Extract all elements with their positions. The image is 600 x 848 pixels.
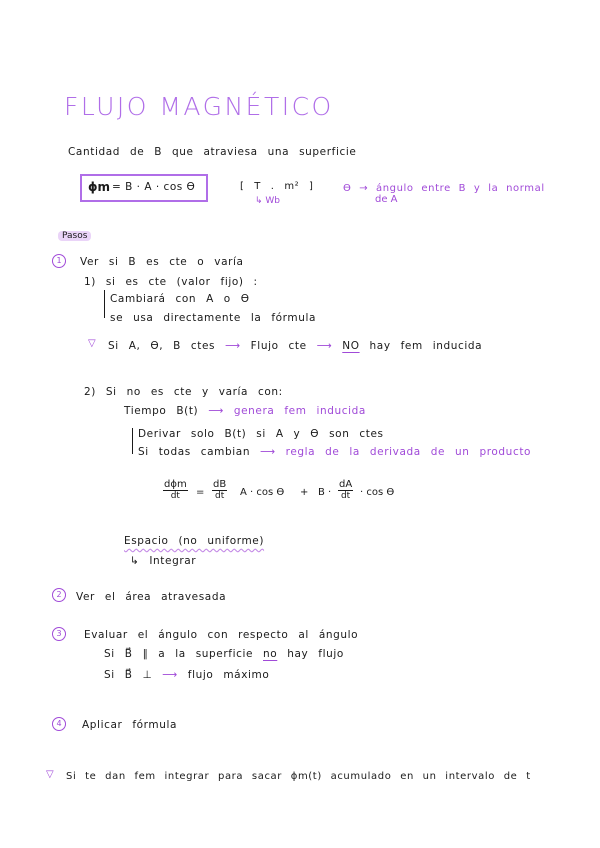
step-3-text: Evaluar el ángulo con respecto al ángulo <box>84 629 359 641</box>
arrow-icon: ⟶ <box>208 405 224 417</box>
step-2-number: 2 <box>52 588 66 602</box>
warning-line <box>108 340 482 352</box>
step-1-sub1-a: Cambiará con A o ϴ <box>110 293 250 305</box>
theta-note-cont: de A <box>375 194 398 205</box>
todas-label: Si todas cambian <box>138 446 251 458</box>
eq-term2-frac: $\frac{dA}{dt}$ <box>339 479 353 501</box>
todas-line <box>138 446 531 458</box>
arrow-icon: ⟶ <box>316 340 333 352</box>
eq-equals: = <box>196 487 205 498</box>
step-1-number: 1 <box>52 254 66 268</box>
step-1-text: Ver si B es cte o varía <box>80 256 244 268</box>
bracket-line <box>132 428 134 454</box>
step-1-sub2: 2) Si no es cte y varía con: <box>84 386 283 398</box>
eq-term1-rest: A · cos ϴ <box>240 487 285 498</box>
step-4-text: Aplicar fórmula <box>82 719 178 731</box>
espacio-label: Espacio (no uniforme) <box>124 535 265 547</box>
eq-term2-pre: B · <box>318 487 332 498</box>
bracket-line <box>104 290 106 318</box>
warning-part-b: Flujo cte <box>250 340 307 352</box>
arrow-icon: ⟶ <box>260 446 276 458</box>
step-3-number: 3 <box>52 627 66 641</box>
formula-units: [ T . m² ] <box>240 181 314 192</box>
no-flux-text: hay flujo <box>287 648 344 660</box>
pasos-label: Pasos <box>58 231 91 241</box>
formula-rhs: = B · A · cos ϴ <box>112 181 196 193</box>
derivar-line: Derivar solo B(t) si A y ϴ son ctes <box>138 428 384 440</box>
max-flux-text: flujo máximo <box>187 669 270 681</box>
arrow-icon: ⟶ <box>162 669 178 681</box>
intro-text: Cantidad de B que atraviesa una superficie <box>68 146 357 158</box>
step-1-sub1-b: se usa directamente la fórmula <box>110 312 317 324</box>
step-4-number: 4 <box>52 717 66 731</box>
parallel-text: Si B⃗ ∥ a la superficie <box>104 648 254 660</box>
step-2-text: Ver el área atravesada <box>76 591 227 603</box>
eq-plus: + <box>300 487 309 498</box>
warning-part-c: hay fem inducida <box>369 340 483 352</box>
eq-lhs: dϕm dt <box>164 479 187 501</box>
warning-triangle-icon: ▽ <box>88 338 96 349</box>
arrow-icon: ⟶ <box>225 340 241 352</box>
footer-note: Si te dan fem integrar para sacar ϕm(t) acumulado en un intervalo de t <box>66 771 531 782</box>
flux-symbol: ϕm <box>88 180 111 194</box>
step-1-sub1: 1) si es cte (valor fijo) : <box>84 276 258 288</box>
eq-term1-frac: $\frac{dB}{dt}$ <box>213 479 227 501</box>
weber-unit: ↳ Wb <box>255 196 281 206</box>
integrar-label: ↳ Integrar <box>130 555 197 567</box>
step-3-line3 <box>104 669 269 681</box>
no-text: no <box>263 648 278 660</box>
formula-box <box>80 174 208 202</box>
warning-triangle-icon: ▽ <box>46 769 54 780</box>
eq-term2-rest: · cos ϴ <box>360 487 395 498</box>
tiempo-note: genera fem inducida <box>233 405 366 417</box>
perpendicular-text: Si B⃗ ⊥ <box>104 669 153 681</box>
regla-note: regla de la derivada de un producto <box>285 446 532 458</box>
step-3-line2 <box>104 648 344 660</box>
tiempo-label: Tiempo B(t) <box>124 405 199 417</box>
tiempo-line <box>124 405 366 417</box>
warning-part-a: Si A, ϴ, B ctes <box>108 340 216 352</box>
page-title: FLUJO MAGNÉTICO <box>64 92 334 121</box>
warning-no: NO <box>342 340 360 352</box>
theta-note: ϴ → ángulo entre B y la normal <box>343 183 545 194</box>
